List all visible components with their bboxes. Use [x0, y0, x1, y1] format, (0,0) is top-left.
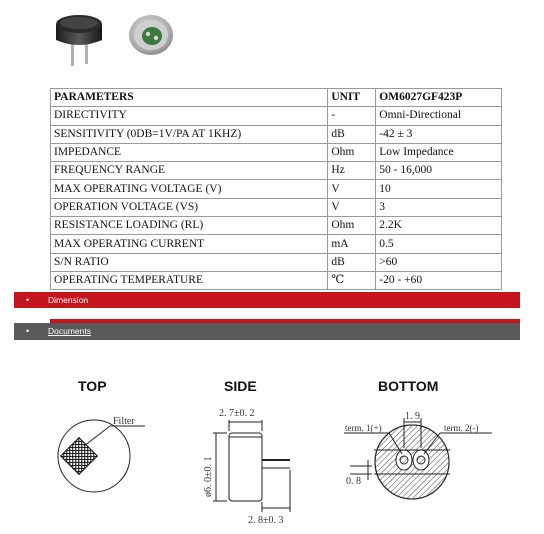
param-name: DIRECTIVITY — [51, 107, 328, 125]
param-unit: V — [328, 198, 376, 216]
param-value: 10 — [376, 180, 502, 198]
bottom-view — [344, 411, 492, 499]
side-diameter-dim: ø6. 0±0. 1 — [203, 456, 214, 497]
side-pin-dim: 2. 8±0. 3 — [248, 515, 284, 526]
bullet-icon: • — [26, 326, 30, 336]
param-name: MAX OPERATING VOLTAGE (V) — [51, 180, 328, 198]
mic-photo-side — [56, 15, 102, 66]
term2-label: term. 2(-) — [444, 423, 479, 433]
param-name: RESISTANCE LOADING (RL) — [51, 217, 328, 235]
pin-spacing-dim: 1. 9 — [405, 411, 420, 422]
param-unit: ℃ — [328, 271, 376, 289]
filter-label: Filter — [113, 416, 135, 427]
param-name: MAX OPERATING CURRENT — [51, 235, 328, 253]
table-row — [51, 198, 502, 216]
param-value: 50 - 16,000 — [376, 162, 502, 180]
param-unit: mA — [328, 235, 376, 253]
dimension-section-tab[interactable] — [14, 292, 520, 308]
param-value: Low Impedance — [376, 143, 502, 161]
header-model: OM6027GF423P — [376, 89, 502, 107]
header-unit: UNIT — [328, 89, 376, 107]
param-unit: Hz — [328, 162, 376, 180]
table-header-row — [51, 89, 502, 107]
table-row — [51, 162, 502, 180]
param-name: SENSITIVITY (0DB=1V/PA AT 1KHZ) — [51, 125, 328, 143]
header-parameters: PARAMETERS — [51, 89, 328, 107]
param-unit: - — [328, 107, 376, 125]
top-view — [58, 416, 145, 492]
table-row — [51, 143, 502, 161]
table-row — [51, 253, 502, 271]
param-unit: dB — [328, 253, 376, 271]
bottom-view-title: BOTTOM — [378, 378, 439, 394]
param-unit: dB — [328, 125, 376, 143]
table-row — [51, 180, 502, 198]
param-unit: V — [328, 180, 376, 198]
param-value: Omni-Directional — [376, 107, 502, 125]
mic-photo-bottom — [129, 15, 173, 55]
pad-width-dim: 0. 8 — [346, 476, 361, 487]
dimension-drawing — [0, 360, 544, 534]
param-unit: Ohm — [328, 217, 376, 235]
term1-label: term. 1(+) — [345, 423, 382, 433]
param-value: 0.5 — [376, 235, 502, 253]
param-name: OPERATION VOLTAGE (VS) — [51, 198, 328, 216]
dimension-tab-label: Dimension — [48, 295, 89, 305]
side-view — [203, 408, 290, 526]
param-name: S/N RATIO — [51, 253, 328, 271]
table-row — [51, 125, 502, 143]
bullet-icon: • — [26, 295, 30, 305]
param-name: IMPEDANCE — [51, 143, 328, 161]
param-value: >60 — [376, 253, 502, 271]
parameters-table — [50, 88, 502, 290]
side-view-title: SIDE — [224, 378, 257, 394]
documents-section-tab[interactable] — [14, 323, 520, 340]
table-row — [51, 271, 502, 289]
table-row — [51, 217, 502, 235]
top-view-title: TOP — [78, 378, 107, 394]
param-value: -20 - +60 — [376, 271, 502, 289]
param-value: -42 ± 3 — [376, 125, 502, 143]
table-row — [51, 107, 502, 125]
table-row — [51, 235, 502, 253]
param-name: OPERATING TEMPERATURE — [51, 271, 328, 289]
param-name: FREQUENCY RANGE — [51, 162, 328, 180]
param-value: 3 — [376, 198, 502, 216]
param-unit: Ohm — [328, 143, 376, 161]
product-photos — [0, 0, 544, 80]
param-value: 2.2K — [376, 217, 502, 235]
documents-tab-label[interactable]: Documents — [48, 326, 91, 336]
side-height-dim: 2. 7±0. 2 — [219, 408, 255, 419]
